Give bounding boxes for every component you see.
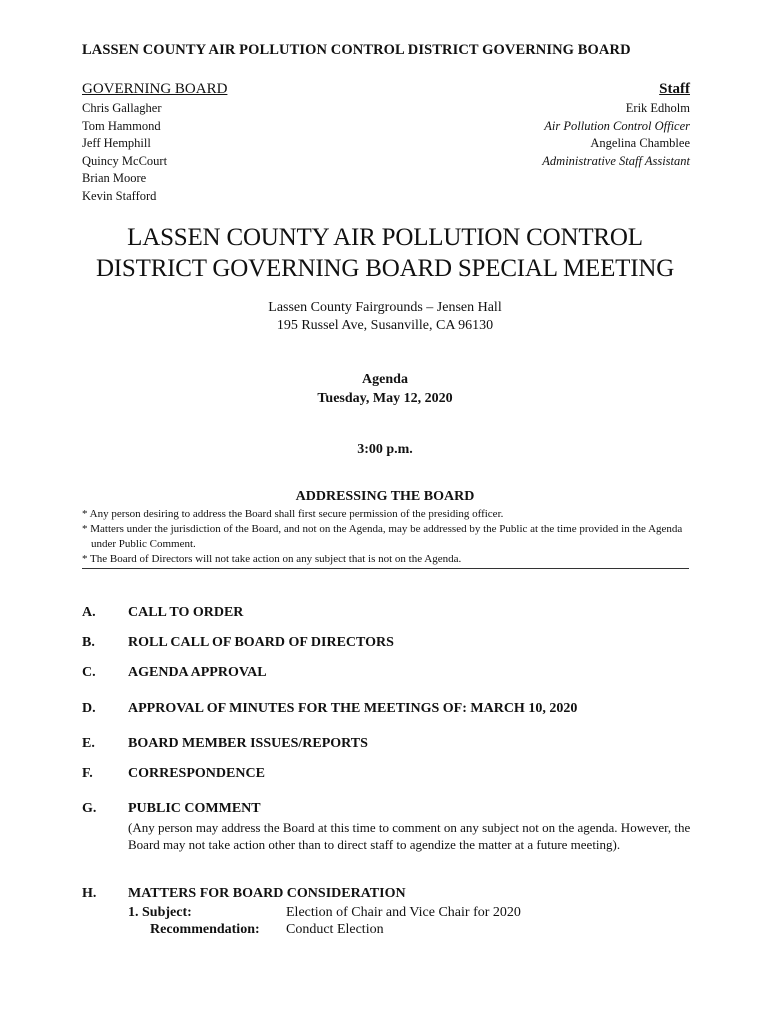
board-member: Brian Moore (82, 171, 147, 185)
subject-key: 1. Subject: (128, 905, 192, 920)
agenda-item-label: MATTERS FOR BOARD CONSIDERATION (128, 886, 406, 901)
recommendation-value: Conduct Election (286, 922, 384, 937)
addressing-note: * Matters under the jurisdiction of the Board, and not on the Agenda, may be addressed by the Public at the time provided in the Agenda under Public Comment. (82, 523, 683, 550)
governing-board-list (82, 80, 382, 205)
agenda-item-letter: A. (82, 605, 96, 620)
agenda-item-label: ROLL CALL OF BOARD OF DIRECTORS (128, 635, 394, 650)
staff-role: Air Pollution Control Officer (544, 118, 690, 133)
staff-heading: Staff (659, 81, 690, 97)
agenda-item-label: CORRESPONDENCE (128, 766, 265, 781)
board-member: Jeff Hemphill (82, 136, 151, 150)
staff-name: Angelina Chamblee (590, 136, 690, 150)
meeting-time: 3:00 p.m. (357, 442, 413, 457)
addressing-note: * The Board of Directors will not take action on any subject that is not on the Agenda. (82, 553, 462, 565)
meeting-title-line: LASSEN COUNTY AIR POLLUTION CONTROL (127, 224, 643, 251)
board-member: Tom Hammond (82, 118, 161, 133)
meeting-date: Tuesday, May 12, 2020 (317, 391, 453, 406)
board-member: Quincy McCourt (82, 153, 168, 168)
header-title: LASSEN COUNTY AIR POLLUTION CONTROL DISTRICT GOVERNING BOARD (82, 42, 631, 58)
agenda-date-block (0, 370, 770, 408)
agenda-item-letter: C. (82, 665, 96, 680)
agenda-label: Agenda (362, 372, 408, 387)
venue-address: 195 Russel Ave, Susanville, CA 96130 (276, 318, 494, 333)
consideration-subject (128, 905, 521, 921)
agenda-item-label: CALL TO ORDER (128, 605, 244, 620)
agenda-item-letter: F. (82, 766, 93, 781)
meeting-title (40, 222, 730, 284)
addressing-heading: ADDRESSING THE BOARD (295, 489, 475, 504)
agenda-item-letter: B. (82, 635, 95, 650)
agenda-item-label: PUBLIC COMMENT (128, 801, 261, 816)
governing-board-heading: GOVERNING BOARD (82, 81, 228, 97)
agenda-item-letter: E. (82, 736, 95, 751)
agenda-item-label: APPROVAL OF MINUTES FOR THE MEETINGS OF: MARCH 10, 2020 (128, 701, 578, 716)
addressing-notes (82, 507, 689, 569)
venue-name: Lassen County Fairgrounds – Jensen Hall (268, 300, 502, 315)
agenda-item-letter: G. (82, 801, 97, 816)
agenda-item-label: BOARD MEMBER ISSUES/REPORTS (128, 736, 368, 751)
staff-role: Administrative Staff Assistant (542, 153, 690, 168)
agenda-item-letter: H. (82, 886, 97, 901)
recommendation-key: Recommendation: (150, 922, 260, 937)
agenda-item-description: (Any person may address the Board at this time to comment on any subject not on the agenda. However, the Board may not take action other than to direct staff to agendize the matter at a future meeting). (128, 820, 691, 852)
agenda-item-label: AGENDA APPROVAL (128, 665, 267, 680)
subject-value: Election of Chair and Vice Chair for 2020 (286, 905, 521, 920)
board-member: Chris Gallagher (82, 101, 162, 115)
staff-list (390, 80, 690, 170)
meeting-title-line: DISTRICT GOVERNING BOARD SPECIAL MEETING (95, 255, 675, 282)
consideration-recommendation (150, 922, 384, 938)
agenda-item-letter: D. (82, 701, 96, 716)
addressing-note: * Any person desiring to address the Board shall first secure permission of the presiding officer. (82, 508, 504, 520)
board-member: Kevin Stafford (82, 188, 157, 203)
venue (0, 299, 770, 335)
staff-name: Erik Edholm (625, 101, 690, 115)
